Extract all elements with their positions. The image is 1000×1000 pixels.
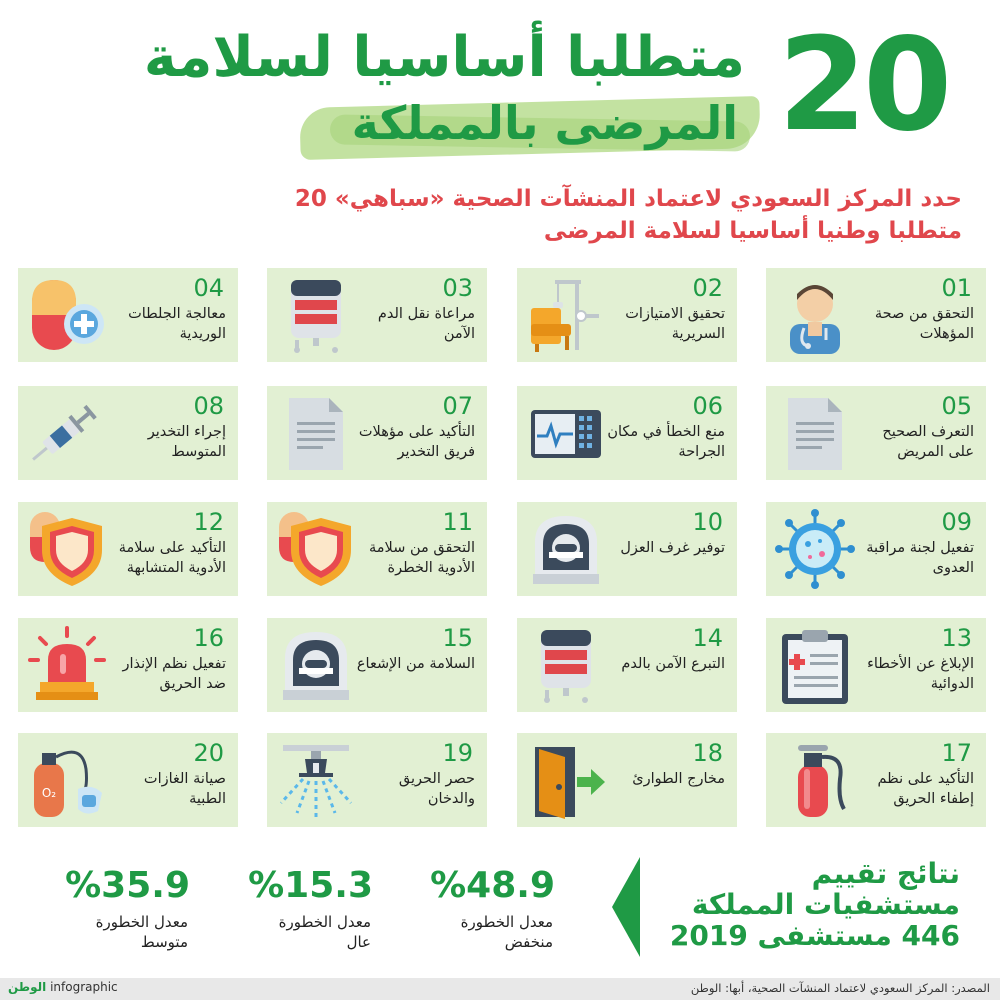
requirement-tile [18, 618, 238, 712]
virus-icon [774, 508, 856, 590]
requirement-tile [766, 618, 986, 712]
pill-icon [26, 274, 108, 356]
requirement-tile [766, 386, 986, 480]
results-title [630, 858, 960, 951]
requirement-number: 13 [941, 624, 972, 652]
stat-medium-caption [10, 912, 190, 952]
requirement-label: التعرف الصحيح على المريض [882, 424, 974, 460]
requirement-label: صيانة الغازات الطبية [143, 771, 226, 807]
requirement-tile [267, 268, 487, 362]
shield-pill-icon [26, 508, 108, 590]
stat-medium-caption-line-1: معدل الخطورة [95, 913, 188, 931]
requirement-tile [517, 618, 737, 712]
stat-low-caption-line-2: منخفض [504, 933, 553, 951]
document-icon [275, 392, 357, 474]
stat-high [193, 866, 373, 952]
stat-low-percent: %48.9 [430, 865, 555, 906]
alarm-light-icon [26, 624, 108, 706]
hospital-chair-icon [525, 274, 607, 356]
requirement-tile [18, 268, 238, 362]
requirement-label: مخارج الطوارئ [632, 771, 725, 787]
requirement-number: 11 [442, 508, 473, 536]
requirement-label: تحقيق الامتيازات السريرية [625, 306, 725, 342]
requirement-number: 12 [193, 508, 224, 536]
sprinkler-icon [275, 739, 357, 821]
document-icon [774, 392, 856, 474]
requirement-number: 19 [442, 739, 473, 767]
exit-door-icon [525, 739, 607, 821]
requirement-label: توفير غرف العزل [620, 540, 725, 556]
requirement-number: 15 [442, 624, 473, 652]
requirement-number: 07 [442, 392, 473, 420]
requirement-tile [766, 502, 986, 596]
source-credit: المصدر: المركز السعودي لاعتماد المنشآت الصحية، أبها: الوطن [690, 981, 990, 995]
stat-low [375, 866, 555, 952]
requirement-number: 16 [193, 624, 224, 652]
blood-bag-icon [275, 274, 357, 356]
brand-logo [8, 980, 118, 994]
requirement-tile [267, 733, 487, 827]
requirement-label: السلامة من الإشعاع [356, 656, 475, 672]
stat-low-caption [375, 912, 555, 952]
shield-pill-icon [275, 508, 357, 590]
requirement-label: التحقق من صحة المؤهلات [874, 306, 974, 342]
clipboard-icon [774, 624, 856, 706]
requirement-label: منع الخطأ في مكان الجراحة [607, 424, 725, 460]
requirement-label: مراعاة نقل الدم الآمن [377, 306, 475, 342]
results-title-line-2: مستشفيات المملكة [691, 888, 960, 921]
requirement-number: 17 [941, 739, 972, 767]
requirement-tile [267, 618, 487, 712]
requirement-label: تفعيل نظم الإنذار ضد الحريق [122, 656, 226, 692]
headline-line-2: المرضى بالمملكة [351, 96, 738, 150]
requirement-tile [517, 386, 737, 480]
intro-text: حدد المركز السعودي لاعتماد المنشآت الصحية «سباهي» 20 متطلبا وطنيا أساسيا لسلامة المرضى [294, 186, 962, 244]
requirement-label: معالجة الجلطات الوريدية [128, 306, 226, 342]
requirement-number: 08 [193, 392, 224, 420]
stat-low-caption-line-1: معدل الخطورة [460, 913, 553, 931]
footer-bar [0, 978, 1000, 1000]
syringe-icon [26, 392, 108, 474]
requirement-label: التبرع الآمن بالدم [621, 656, 725, 672]
fire-extinguisher-icon [774, 739, 856, 821]
stat-high-caption [193, 912, 373, 952]
doctor-icon [774, 274, 856, 356]
requirement-tile [766, 733, 986, 827]
headline-number: 20 [778, 11, 949, 160]
brand-logo-arabic: الوطن [8, 980, 47, 994]
requirement-number: 04 [193, 274, 224, 302]
blood-bag-icon [525, 624, 607, 706]
stat-high-caption-line-2: عال [346, 933, 371, 951]
headline-line-1: متطلبا أساسيا لسلامة [143, 25, 745, 90]
stat-medium-caption-line-2: متوسط [140, 933, 188, 951]
stat-medium [10, 866, 190, 952]
requirement-tile [517, 268, 737, 362]
requirement-number: 10 [692, 508, 723, 536]
requirement-label: تفعيل لجنة مراقبة العدوى [866, 540, 974, 576]
requirement-tile [267, 386, 487, 480]
requirement-tile [18, 502, 238, 596]
requirement-label: التأكيد على سلامة الأدوية المتشابهة [118, 540, 226, 576]
requirement-tile [267, 502, 487, 596]
requirement-number: 01 [941, 274, 972, 302]
stat-medium-percent: %35.9 [65, 865, 190, 906]
requirement-label: حصر الحريق والدخان [398, 771, 475, 807]
requirement-label: التأكيد على مؤهلات فريق التخدير [358, 424, 475, 460]
requirement-label: الإبلاغ عن الأخطاء الدوائية [867, 656, 974, 692]
requirement-tile [766, 268, 986, 362]
requirement-number: 06 [692, 392, 723, 420]
requirement-number: 20 [193, 739, 224, 767]
monitor-icon [525, 392, 607, 474]
oxygen-tank-icon [26, 739, 108, 821]
mri-scanner-icon [275, 624, 357, 706]
requirement-number: 03 [442, 274, 473, 302]
requirement-number: 02 [692, 274, 723, 302]
requirement-tile [517, 733, 737, 827]
requirement-tile [517, 502, 737, 596]
brand-logo-english: infographic [50, 980, 118, 994]
results-title-line-1: نتائج تقييم [811, 857, 960, 890]
requirement-tile [18, 386, 238, 480]
svg-text:O₂: O₂ [41, 786, 57, 800]
mri-scanner-icon [525, 508, 607, 590]
stat-high-caption-line-1: معدل الخطورة [278, 913, 371, 931]
stat-high-percent: %15.3 [248, 865, 373, 906]
requirement-label: إجراء التخدير المتوسط [147, 424, 226, 460]
results-title-line-3: 446 مستشفى 2019 [669, 919, 960, 952]
requirement-number: 09 [941, 508, 972, 536]
requirement-tile [18, 733, 238, 827]
requirement-label: التحقق من سلامة الأدوية الخطرة [369, 540, 475, 576]
requirement-number: 14 [692, 624, 723, 652]
requirement-label: التأكيد على نظم إطفاء الحريق [877, 771, 974, 807]
requirement-number: 05 [941, 392, 972, 420]
requirement-number: 18 [692, 739, 723, 767]
